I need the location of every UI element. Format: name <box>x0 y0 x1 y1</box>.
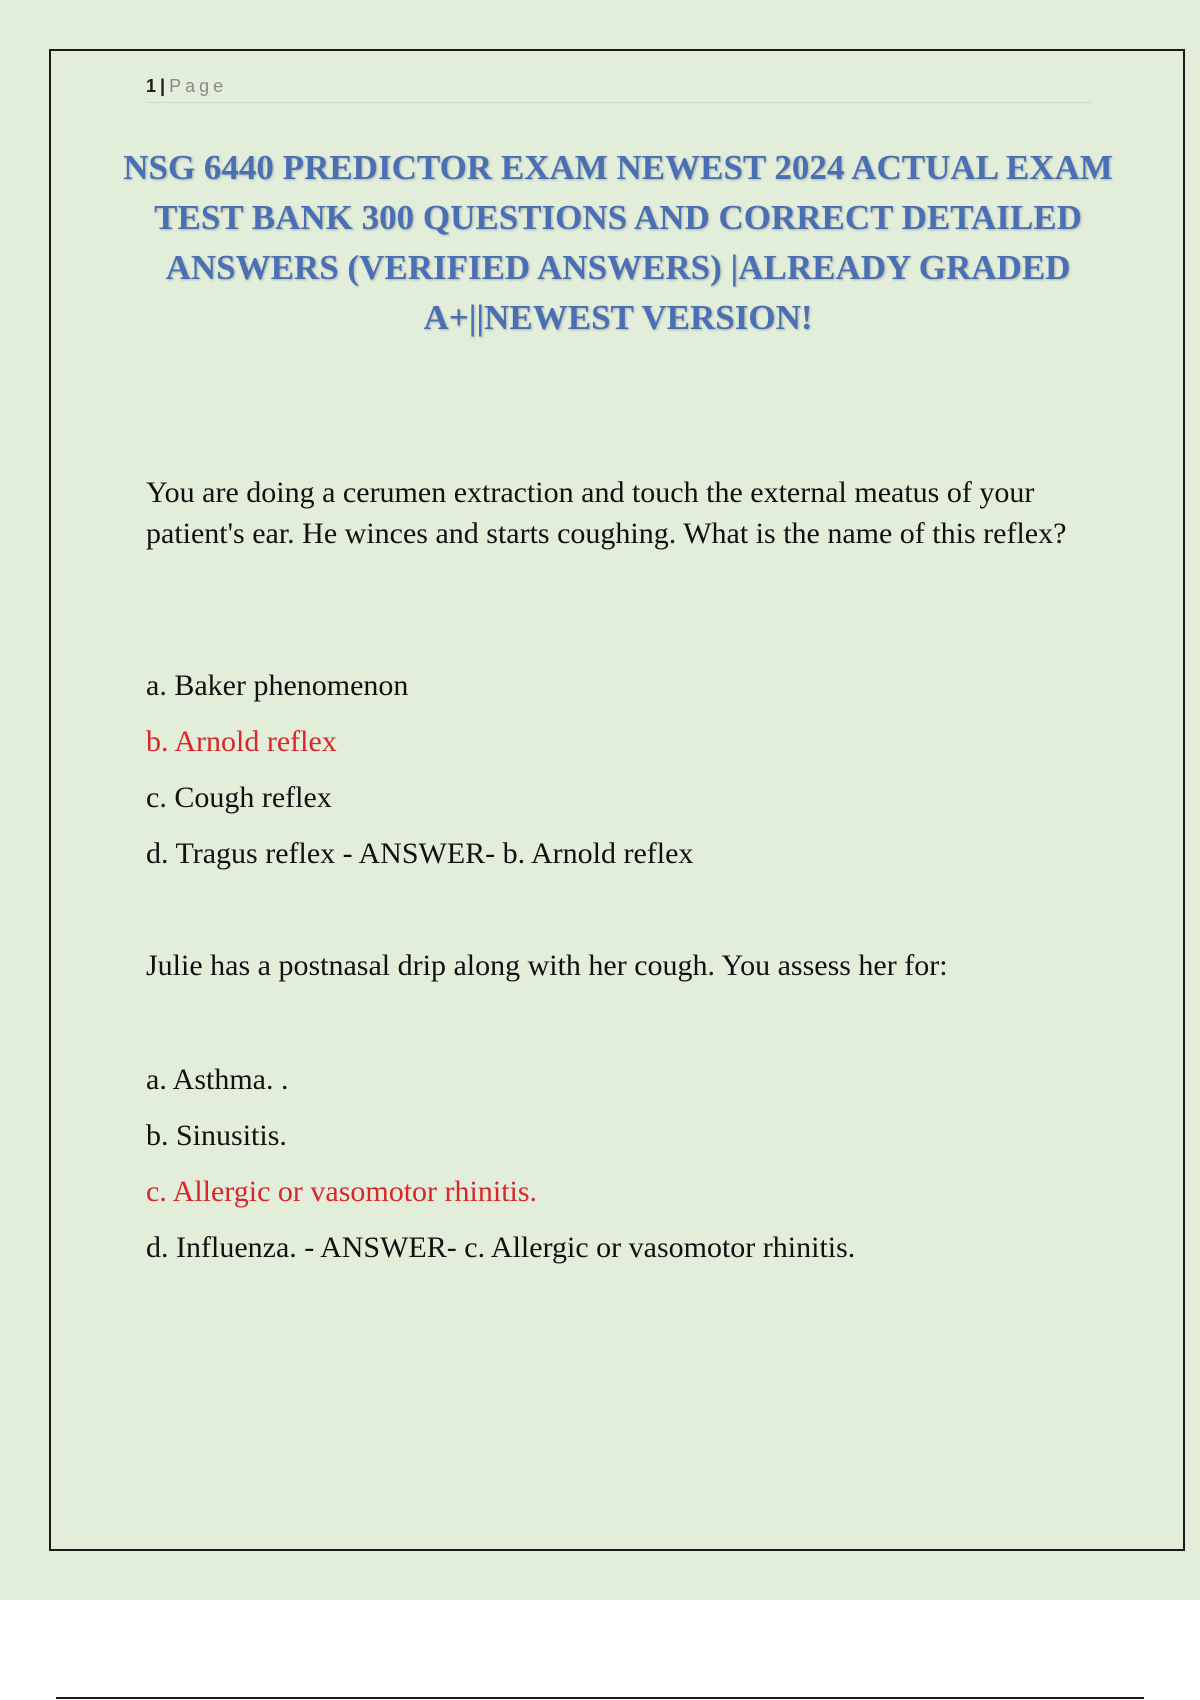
question-2-option-d-answer: d. Influenza. - ANSWER- c. Allergic or vasomotor rhinitis. <box>146 1231 856 1264</box>
next-page-top-border <box>56 1697 1144 1699</box>
question-2-option-b: b. Sinusitis. <box>146 1119 287 1152</box>
document-title: NSG 6440 PREDICTOR EXAM NEWEST 2024 ACTUAL EXAM TEST BANK 300 QUESTIONS AND CORRECT DETAILED ANSWERS (VERIFIED ANSWERS) |ALREADY GRADED A+||NEWEST VERSION! <box>123 148 1113 337</box>
question-2-option-a: a. Asthma. . <box>146 1063 289 1096</box>
question-1-text: You are doing a cerumen extraction and touch the external meatus of your patient's ear. He winces and starts coughing. What is the name of this reflex? <box>146 476 1067 550</box>
question-1-option-d-answer: d. Tragus reflex - ANSWER- b. Arnold reflex <box>146 837 694 870</box>
question-1-option-a: a. Baker phenomenon <box>146 669 409 702</box>
question-2-text: Julie has a postnasal drip along with her cough. You assess her for: <box>146 949 948 982</box>
question-2-option-c-correct: c. Allergic or vasomotor rhinitis. <box>146 1175 538 1208</box>
page-label: Page <box>169 76 228 96</box>
question-1-option-c: c. Cough reflex <box>146 781 332 814</box>
page-number: 1 <box>146 76 157 96</box>
page-separator: | <box>160 76 166 96</box>
question-1-option-b-correct: b. Arnold reflex <box>146 725 337 758</box>
page-header <box>146 74 1092 103</box>
